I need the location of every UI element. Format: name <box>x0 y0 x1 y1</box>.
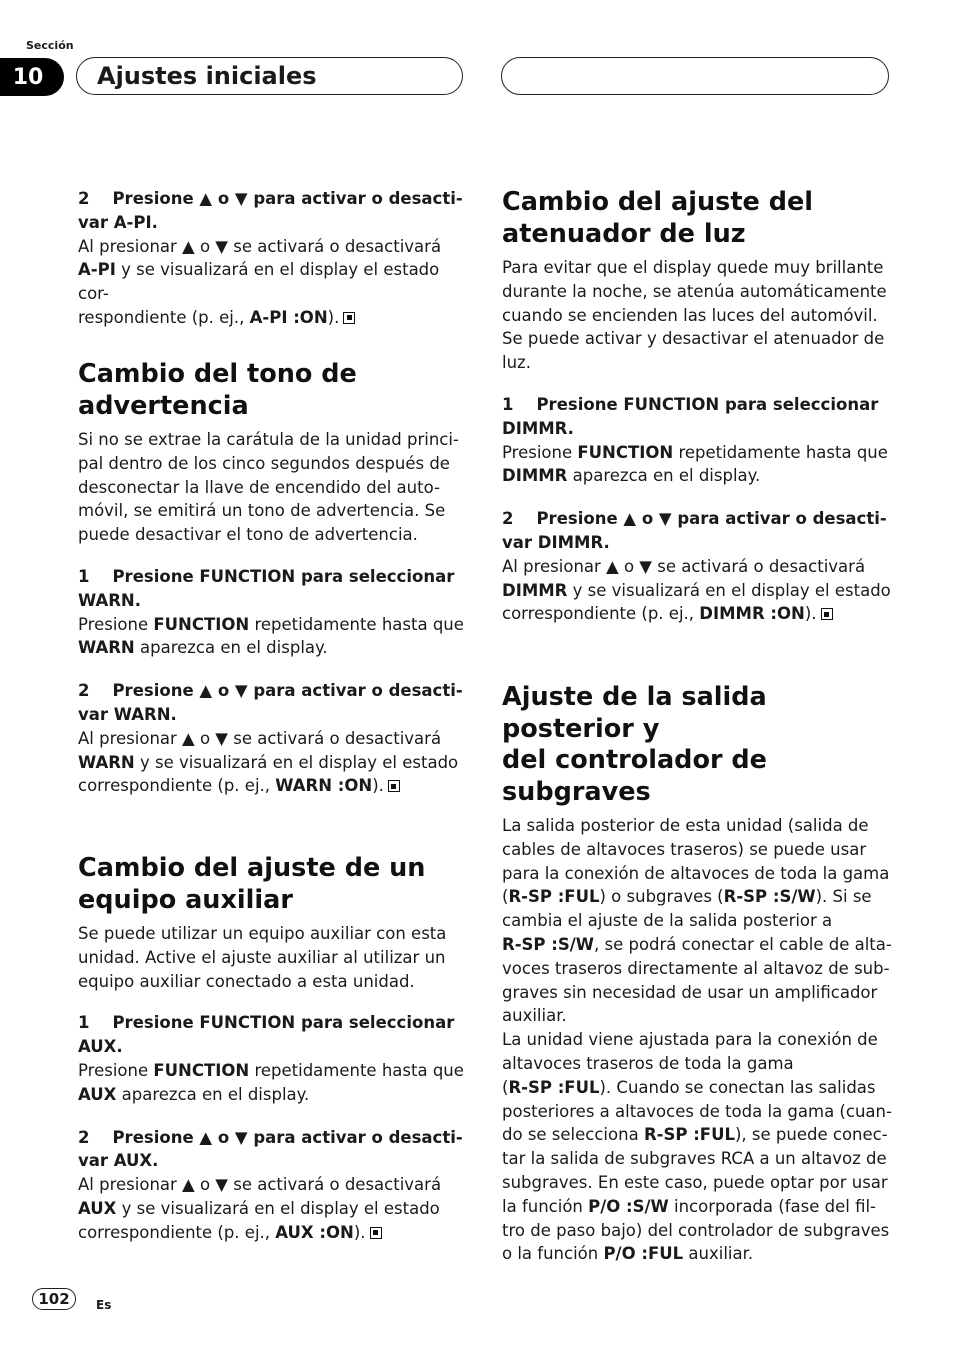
paragraph-line: La unidad viene ajustada para la conexión de <box>502 1030 878 1050</box>
step-title: 2 Presione ▲ o ▼ para activar o desacti- <box>78 1127 463 1147</box>
paragraph-line: (R-SP :FUL). Cuando se conectan las salidas <box>502 1077 876 1097</box>
section-heading: Cambio del tono de <box>78 359 357 389</box>
empty-header-pill <box>501 57 889 95</box>
end-mark-icon <box>370 1227 382 1239</box>
paragraph-line: La salida posterior de esta unidad (salida de <box>502 816 869 835</box>
paragraph-line: cuando se encienden las luces del automóvil. <box>502 305 878 325</box>
step-text: AUX aparezca en el display. <box>78 1084 310 1104</box>
paragraph-line: Se puede activar y desactivar el atenuador de <box>502 329 885 349</box>
step-title-cont: AUX. <box>78 1037 123 1057</box>
paragraph-line: Se puede utilizar un equipo auxiliar con esta <box>78 924 447 943</box>
step-title: 1 Presione FUNCTION para seleccionar <box>78 1013 455 1033</box>
paragraph-line: tro de paso bajo) del controlador de subgraves <box>502 1220 890 1240</box>
step-title: 1 Presione FUNCTION para seleccionar <box>502 394 879 414</box>
section-number-badge: 10 <box>0 58 64 96</box>
language-code: Es <box>96 1298 112 1312</box>
section-heading: equipo auxiliar <box>78 884 293 915</box>
paragraph-line: tar la salida de subgraves RCA a un altavoz de <box>502 1149 887 1169</box>
step-title: 2 Presione ▲ o ▼ para activar o desacti- <box>502 509 887 529</box>
step-title: 1 Presione FUNCTION para seleccionar <box>78 566 455 586</box>
section-heading: Ajuste de la salida posterior y <box>502 682 767 744</box>
paragraph-line: altavoces traseros de toda la gama <box>502 1053 794 1073</box>
rear-output-section <box>502 682 892 1266</box>
dimmer-section <box>502 187 892 626</box>
paragraph-line: subgraves. En este caso, puede optar por usar <box>502 1172 888 1192</box>
end-mark-icon <box>388 780 400 792</box>
paragraph-line: Si no se extrae la carátula de la unidad princi- <box>78 430 459 449</box>
apl-step-2 <box>78 187 466 330</box>
step-text: AUX y se visualizará en el display el estado <box>78 1198 440 1218</box>
paragraph-line: cambia el ajuste de la salida posterior a <box>502 911 833 931</box>
step-title-cont: var WARN. <box>78 704 177 724</box>
step-text: Al presionar ▲ o ▼ se activará o desactivará <box>78 236 442 256</box>
section-heading: atenuador de luz <box>502 218 746 249</box>
step-text: A-PI y se visualizará en el display el estado cor- <box>78 260 440 304</box>
paragraph-line: R-SP :S/W, se podrá conectar el cable de alta- <box>502 934 892 954</box>
end-mark-icon <box>821 608 833 620</box>
paragraph-line: para la conexión de altavoces de toda la gama <box>502 863 890 883</box>
step-text: DIMMR aparezca en el display. <box>502 466 761 486</box>
paragraph-line: pal dentro de los cinco segundos después de <box>78 453 450 473</box>
step-text: Al presionar ▲ o ▼ se activará o desactivará <box>78 728 442 748</box>
step-title: 2 Presione ▲ o ▼ para activar o desacti- <box>78 681 463 701</box>
step-text: correspondiente (p. ej., DIMMR :ON). <box>502 602 892 626</box>
section-title-text: Ajustes iniciales <box>97 62 317 90</box>
step-text: correspondiente (p. ej., AUX :ON). <box>78 1221 466 1245</box>
paragraph-line: móvil, se emitirá un tono de advertencia. Se <box>78 501 446 521</box>
step-text: respondiente (p. ej., A-PI :ON). <box>78 306 466 330</box>
paragraph-line: voces traseros directamente al altavoz de sub- <box>502 958 890 978</box>
paragraph-line: auxiliar. <box>502 1006 567 1026</box>
paragraph-line: o la función P/O :FUL auxiliar. <box>502 1244 754 1264</box>
step-text: WARN aparezca en el display. <box>78 638 328 658</box>
step-text: WARN y se visualizará en el display el estado <box>78 752 459 772</box>
paragraph-line: Para evitar que el display quede muy brillante <box>502 258 884 277</box>
paragraph-line: posteriores a altavoces de toda la gama (cuan- <box>502 1101 892 1121</box>
paragraph-line: unidad. Active el ajuste auxiliar al utilizar un <box>78 947 446 967</box>
paragraph-line: luz. <box>502 353 531 373</box>
section-heading: Cambio del ajuste de un <box>78 853 426 883</box>
section-heading: advertencia <box>78 390 249 421</box>
step-title-cont: var A-PI. <box>78 212 158 232</box>
step-title-cont: var DIMMR. <box>502 532 610 552</box>
step-text: Al presionar ▲ o ▼ se activará o desactivará <box>78 1175 442 1195</box>
step-text: correspondiente (p. ej., WARN :ON). <box>78 774 466 798</box>
step-title-cont: var AUX. <box>78 1151 159 1171</box>
paragraph-line: graves sin necesidad de usar un amplificador <box>502 982 878 1002</box>
paragraph-line: desconectar la llave de encendido del auto- <box>78 477 440 497</box>
paragraph-line: la función P/O :S/W incorporada (fase del fil- <box>502 1196 876 1216</box>
section-title <box>76 57 463 95</box>
paragraph-line: (R-SP :FUL) o subgraves (R-SP :S/W). Si se <box>502 887 872 907</box>
step-text: Presione FUNCTION repetidamente hasta que <box>78 1060 464 1080</box>
paragraph-line: equipo auxiliar conectado a esta unidad. <box>78 971 415 991</box>
paragraph-line: durante la noche, se atenúa automáticamente <box>502 281 887 301</box>
section-label: Sección <box>26 39 74 52</box>
step-title: 2 Presione ▲ o ▼ para activar o desacti- <box>78 189 463 208</box>
end-mark-icon <box>343 312 355 324</box>
section-heading: del controlador de subgraves <box>502 745 767 807</box>
section-heading: Cambio del ajuste del <box>502 187 813 217</box>
step-text: Al presionar ▲ o ▼ se activará o desactivará <box>502 556 866 576</box>
warning-section <box>78 359 466 798</box>
step-text: Presione FUNCTION repetidamente hasta que <box>78 614 464 634</box>
aux-section <box>78 853 466 1245</box>
step-text: Presione FUNCTION repetidamente hasta que <box>502 442 888 462</box>
page-number: 102 <box>32 1288 76 1310</box>
paragraph-line: cables de altavoces traseros) se puede usar <box>502 839 867 859</box>
step-title-cont: WARN. <box>78 590 142 610</box>
step-text: DIMMR y se visualizará en el display el estado <box>502 580 891 600</box>
step-title-cont: DIMMR. <box>502 418 574 438</box>
paragraph-line: puede desactivar el tono de advertencia. <box>78 525 418 545</box>
paragraph-line: do se selecciona R-SP :FUL), se puede conec- <box>502 1125 888 1145</box>
